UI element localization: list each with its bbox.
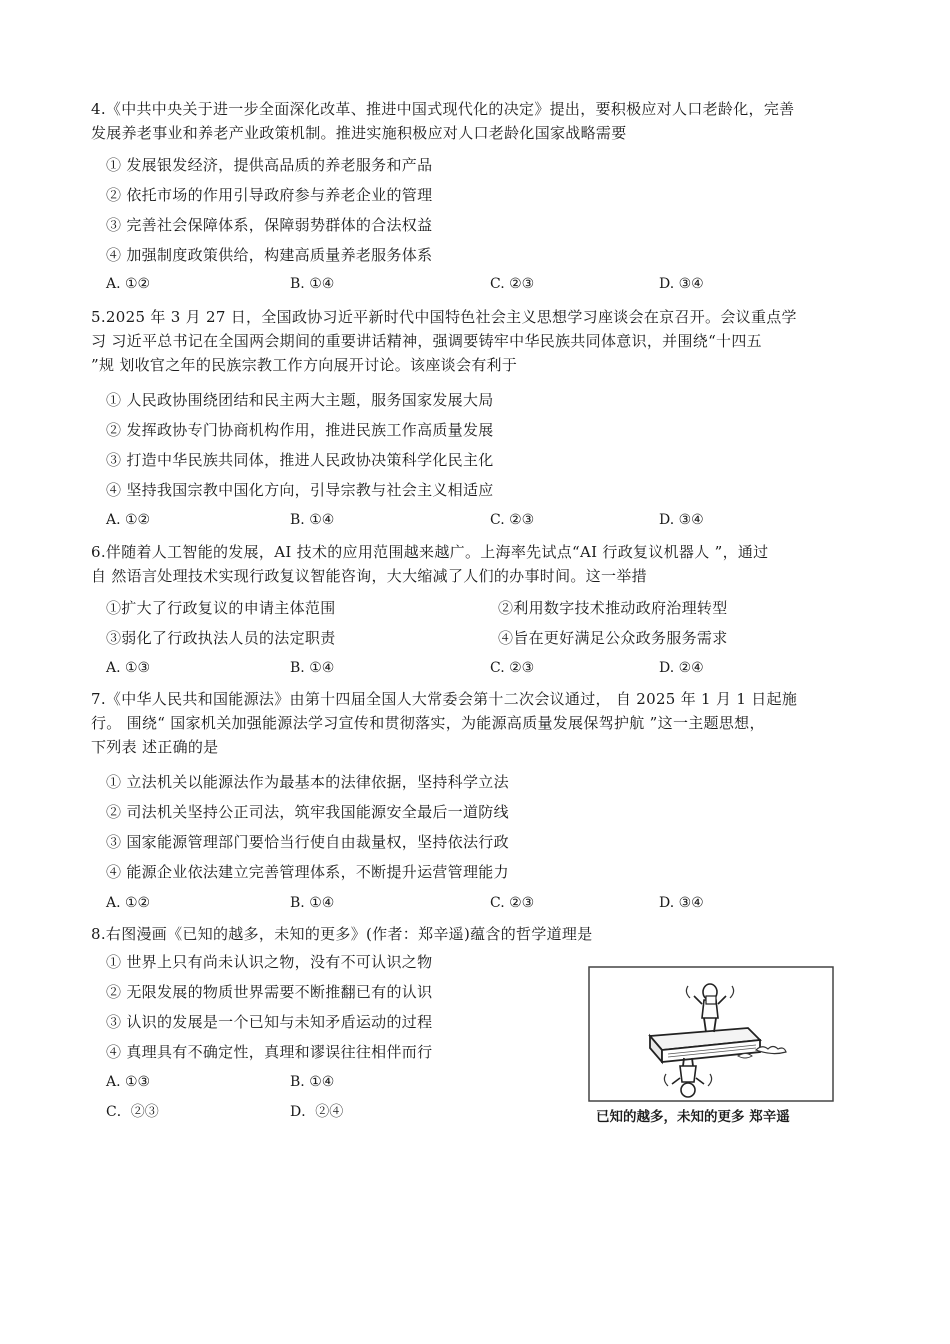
choice-d[interactable]: D. ②④ [659, 660, 704, 676]
choice-a[interactable]: A. ①② [106, 512, 151, 528]
question-stem: 8.右图漫画《已知的越多，未知的更多》(作者：郑辛遥)蕴含的哲学道理是 [91, 925, 593, 943]
question-stem: 发展养老事业和养老产业政策机制。推进实施积极应对人口老龄化国家战略需要 [91, 124, 627, 142]
choice-a[interactable]: A. ①③ [106, 1074, 151, 1090]
statement-item: ① 人民政协围绕团结和民主两大主题，服务国家发展大局 [106, 391, 494, 409]
choice-b[interactable]: B. ①④ [290, 660, 335, 676]
choice-b[interactable]: B. ①④ [290, 895, 335, 911]
statement-item: ③ 打造中华民族共同体，推进人民政协决策科学化民主化 [106, 451, 494, 469]
question-stem: 习 习近平总书记在全国两会期间的重要讲话精神，强调要铸牢中华民族共同体意识，并围绕“十四五 [91, 332, 762, 350]
statement-item: ③ 国家能源管理部门要恰当行使自由裁量权，坚持依法行政 [106, 833, 509, 851]
choice-d[interactable]: D. ③④ [659, 512, 704, 528]
choice-b[interactable]: B. ①④ [290, 276, 335, 292]
question-stem: 下列表 述正确的是 [91, 738, 219, 756]
statement-item: ③弱化了行政执法人员的法定职责 [106, 629, 336, 647]
choice-c[interactable]: C. ②③ [490, 895, 535, 911]
question-stem: 7.《中华人民共和国能源法》由第十四届全国人大常委会第十二次会议通过， 自 2025 年 1 月 1 日起施 [91, 690, 798, 708]
statement-item: ② 依托市场的作用引导政府参与养老企业的管理 [106, 186, 433, 204]
choice-c[interactable]: C. ②③ [490, 512, 535, 528]
cartoon-illustration [588, 966, 834, 1102]
statement-item: ④旨在更好满足公众政务服务需求 [498, 629, 728, 647]
statement-item: ①扩大了行政复议的申请主体范围 [106, 599, 336, 617]
statement-item: ②利用数字技术推动政府治理转型 [498, 599, 728, 617]
choice-d[interactable]: D. ③④ [659, 276, 704, 292]
question-stem: 6.伴随着人工智能的发展，AI 技术的应用范围越来越广。上海率先试点“AI 行政复议机器人 ”，通过 [91, 543, 769, 561]
question-stem: 5.2025 年 3 月 27 日，全国政协习近平新时代中国特色社会主义思想学习座谈会在京召开。会议重点学 [91, 308, 797, 326]
choice-c[interactable]: C. ②③ [490, 276, 535, 292]
choice-c[interactable]: C. ②③ [490, 660, 535, 676]
statement-item: ③ 认识的发展是一个已知与未知矛盾运动的过程 [106, 1013, 433, 1031]
question-stem: ”规 划收官之年的民族宗教工作方向展开讨论。该座谈会有利于 [91, 356, 518, 374]
choice-b[interactable]: B. ①④ [290, 512, 335, 528]
choice-c[interactable]: C．②③ [106, 1104, 159, 1120]
choice-d[interactable]: D. ③④ [659, 895, 704, 911]
choice-a[interactable]: A. ①② [106, 276, 151, 292]
statement-item: ④ 加强制度政策供给，构建高质量养老服务体系 [106, 246, 433, 264]
statement-item: ③ 完善社会保障体系，保障弱势群体的合法权益 [106, 216, 433, 234]
statement-item: ① 发展银发经济，提供高品质的养老服务和产品 [106, 156, 433, 174]
statement-item: ② 司法机关坚持公正司法，筑牢我国能源安全最后一道防线 [106, 803, 509, 821]
statement-item: ② 发挥政协专门协商机构作用，推进民族工作高质量发展 [106, 421, 494, 439]
choice-d[interactable]: D．②④ [290, 1104, 344, 1120]
choice-a[interactable]: A. ①② [106, 895, 151, 911]
statement-item: ② 无限发展的物质世界需要不断推翻已有的认识 [106, 983, 433, 1001]
question-stem: 行。 围绕“ 国家机关加强能源法学习宣传和贯彻落实，为能源高质量发展保驾护航 ”这一主题思想， [91, 714, 765, 732]
statement-item: ④ 真理具有不确定性，真理和谬误往往相伴而行 [106, 1043, 433, 1061]
question-stem: 自 然语言处理技术实现行政复议智能咨询，大大缩减了人们的办事时间。这一举措 [91, 567, 647, 585]
statement-item: ① 世界上只有尚未认识之物，没有不可认识之物 [106, 953, 433, 971]
statement-item: ① 立法机关以能源法作为最基本的法律依据，坚持科学立法 [106, 773, 509, 791]
cartoon-caption: 已知的越多，未知的更多 郑辛遥 [596, 1109, 790, 1125]
question-stem: 4.《中共中央关于进一步全面深化改革、推进中国式现代化的决定》提出，要积极应对人口老龄化，完善 [91, 100, 795, 118]
statement-item: ④ 能源企业依法建立完善管理体系，不断提升运营管理能力 [106, 863, 509, 881]
choice-a[interactable]: A. ①③ [106, 660, 151, 676]
statement-item: ④ 坚持我国宗教中国化方向，引导宗教与社会主义相适应 [106, 481, 494, 499]
choice-b[interactable]: B. ①④ [290, 1074, 335, 1090]
